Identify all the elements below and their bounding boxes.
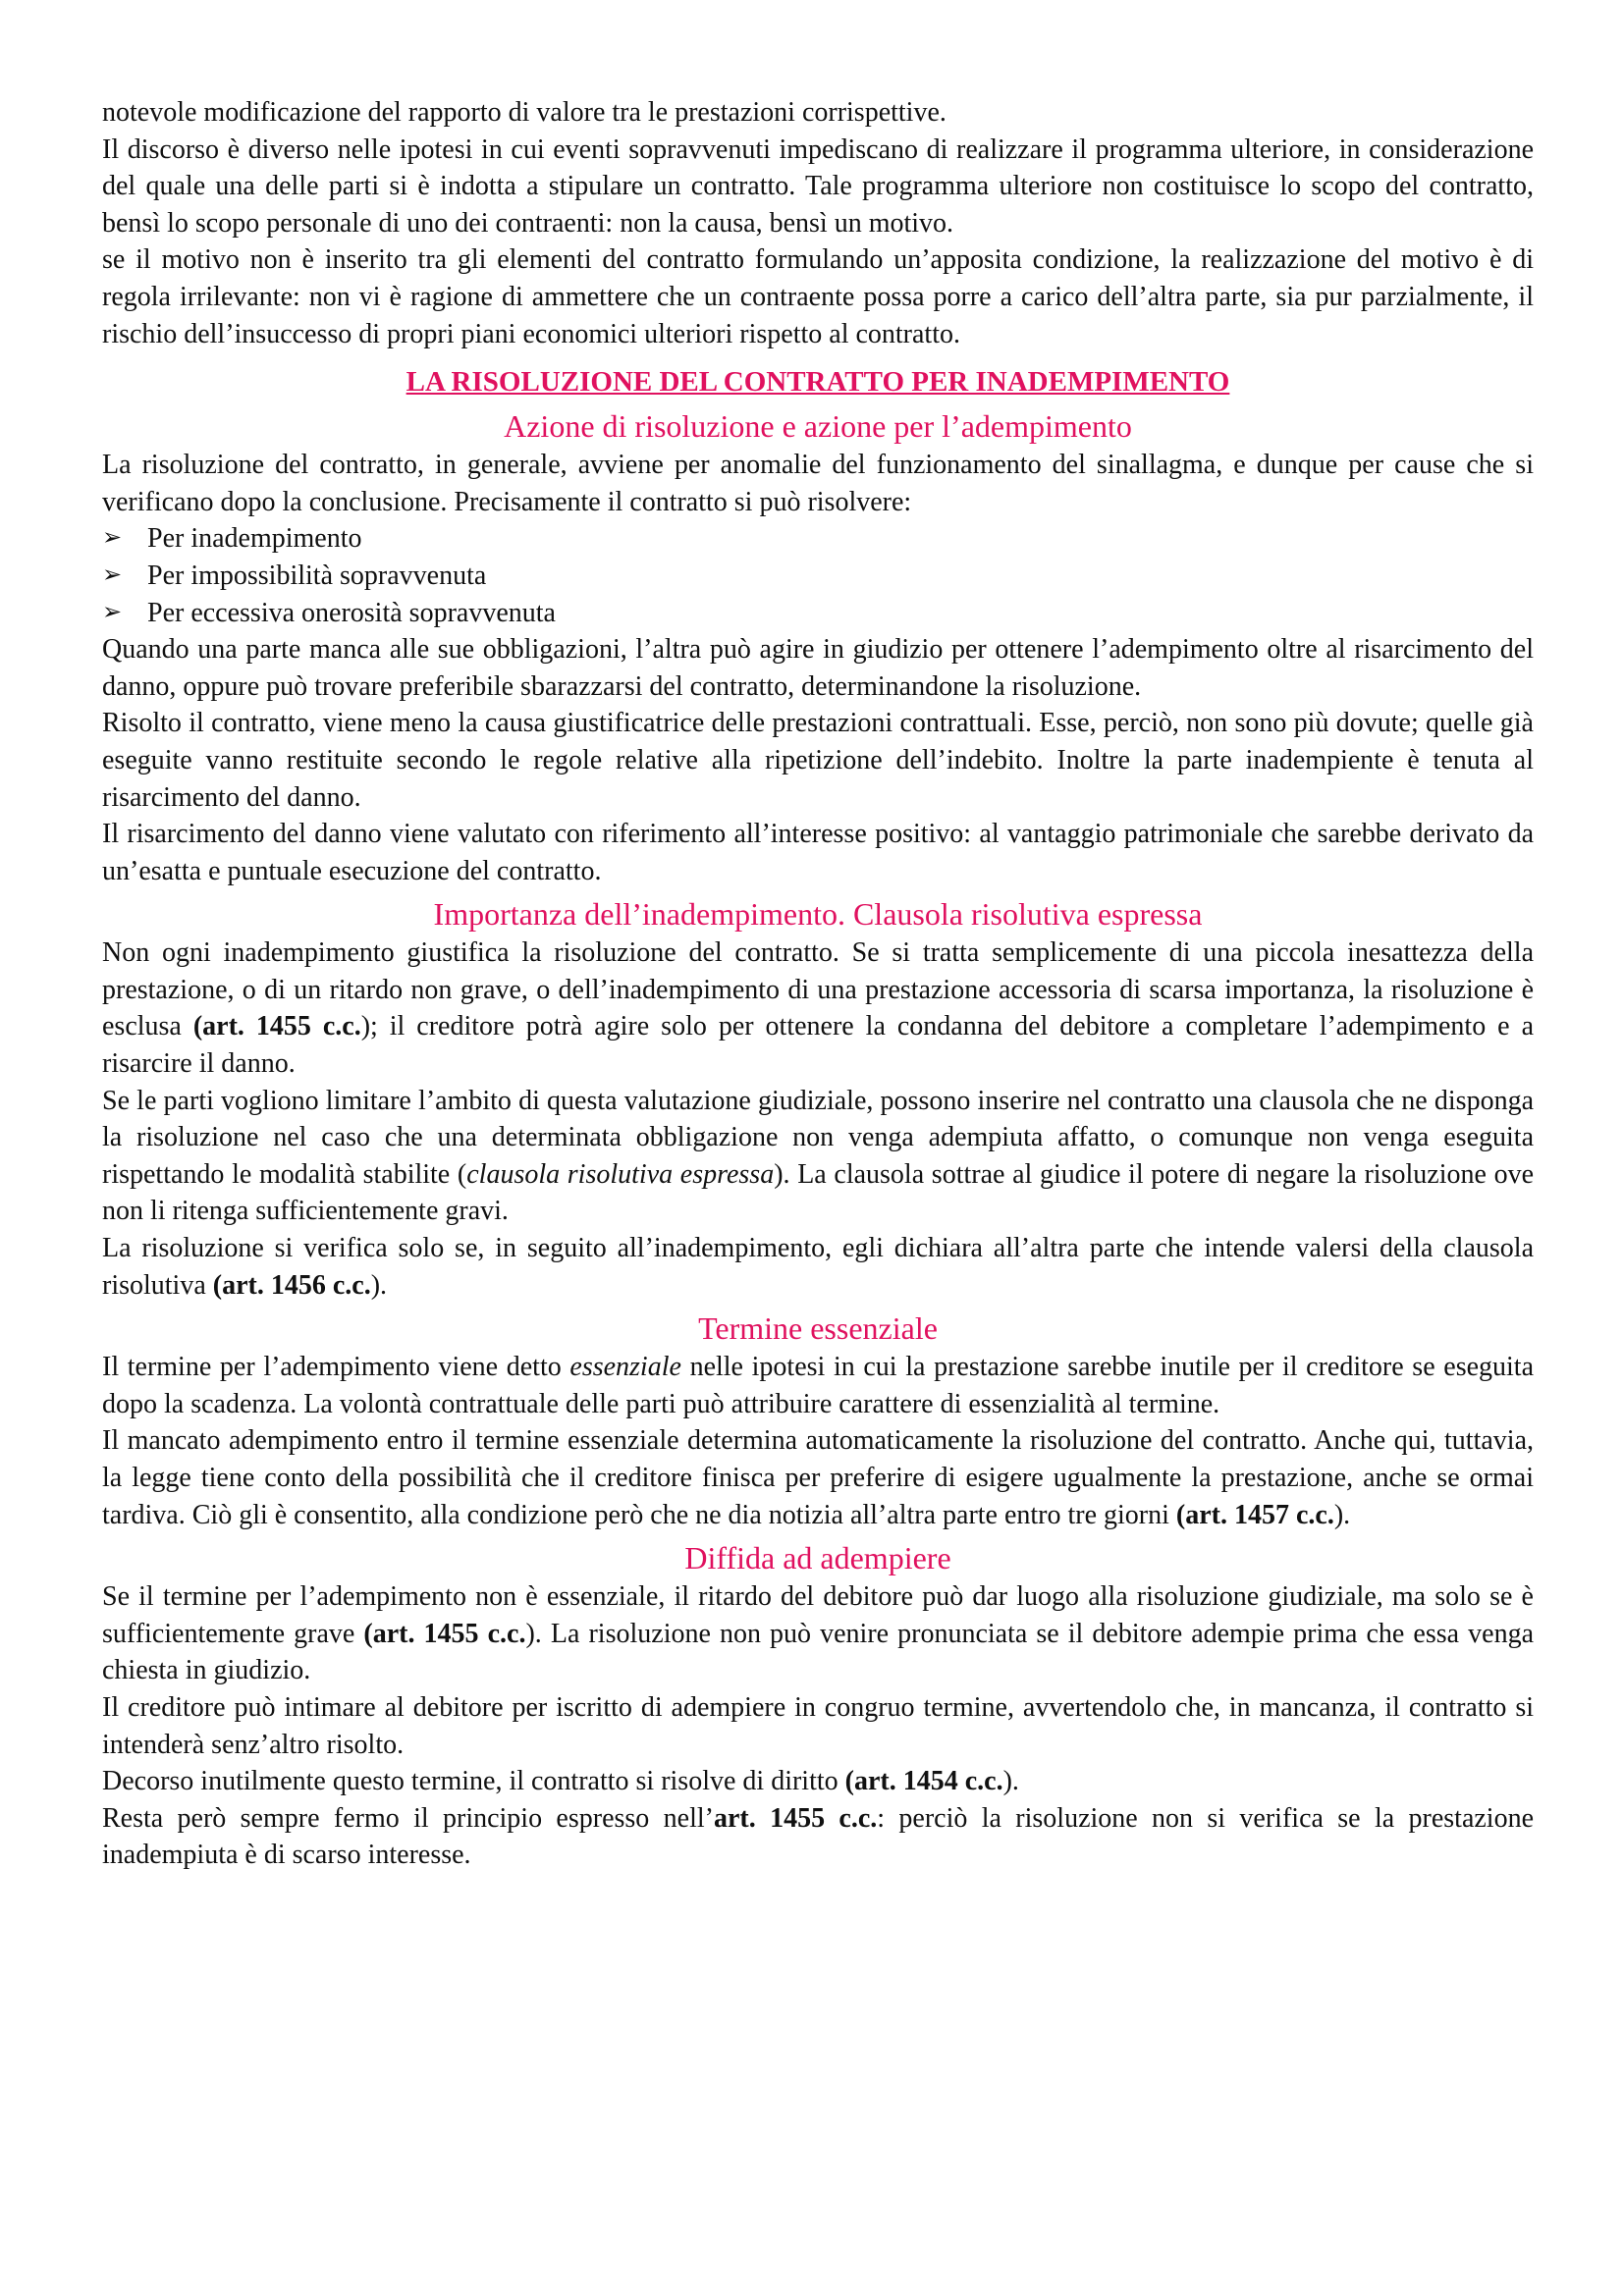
arrowhead-bullet-icon: ➢ xyxy=(102,599,123,625)
paragraph: La risoluzione si verifica solo se, in seguito all’inadempimento, egli dichiara all’altra parte che intende valersi della clausola risolutiva (art. 1456 c.c.). xyxy=(102,1233,1534,1301)
arrowhead-bullet-icon: ➢ xyxy=(102,525,123,552)
list-item: ➢ Per eccessiva onerosità sopravvenuta xyxy=(102,595,1534,632)
list-item: ➢ Per inadempimento xyxy=(102,520,1534,558)
paragraph: Se le parti vogliono limitare l’ambito di questa valutazione giudiziale, possono inserire nel contratto una clausola che ne disponga la risoluzione nel caso che una determinata obbligazione non venga adempiuta affatto, o comunque non venga eseguita rispettando le modalità stabilite (clausola risolutiva espressa). La clausola sottrae al giudice il potere di negare la risoluzione ove non li ritenga sufficientemente gravi. xyxy=(102,1085,1534,1227)
paragraph: La risoluzione del contratto, in generale, avviene per anomalie del funzionamento del sinallagma, e dunque per cause che si verificano dopo la conclusione. Precisamente il contratto si può risolvere: xyxy=(102,450,1534,517)
article-reference: (art. 1456 c.c. xyxy=(212,1269,371,1301)
paragraph: se il motivo non è inserito tra gli elementi del contratto formulando un’apposita condizione, la realizzazione del motivo è di regola irrilevante: non vi è ragione di ammettere che un contraente possa porre a carico dell’altra parte, sia pur parzialmente, il rischio dell’insuccesso di propri piani economici ulteriori rispetto al contratto. xyxy=(102,244,1534,349)
section-heading: Diffida ad adempiere xyxy=(684,1540,951,1576)
article-reference: (art. 1454 c.c. xyxy=(844,1766,1003,1797)
document-page xyxy=(102,94,1534,1874)
paragraph: Il termine per l’adempimento viene detto essenziale nelle ipotesi in cui la prestazione sarebbe inutile per il creditore se eseguita dopo la scadenza. La volontà contrattuale delle parti può attribuire carattere di essenzialità al termine. xyxy=(102,1352,1535,1419)
article-reference: art. 1455 c.c. xyxy=(713,1802,878,1834)
article-reference: (art. 1455 c.c. xyxy=(192,1011,361,1042)
paragraph: Il creditore può intimare al debitore per iscritto di adempiere in congruo termine, avvertendolo che, in mancanza, il contratto si intenderà senz’altro risolto. xyxy=(102,1691,1534,1760)
paragraph: Il mancato adempimento entro il termine essenziale determina automaticamente la risoluzione del contratto. Anche qui, tuttavia, la legge tiene conto della possibilità che il creditore finisca per preferire di esigere ugualmente la prestazione, anche se ormai tardiva. Ciò gli è consentito, alla condizione però che ne dia notizia all’altra parte entro tre giorni (art. 1457 c.c.). xyxy=(102,1425,1534,1530)
article-reference: (art. 1457 c.c. xyxy=(1175,1499,1334,1530)
paragraph: Non ogni inadempimento giustifica la risoluzione del contratto. Se si tratta semplicemente di una piccola inesattezza della prestazione, o di un ritardo non grave, o dell’inadempimento di una prestazione accessoria di scarsa importanza, la risoluzione è esclusa (art. 1455 c.c.); il creditore potrà agire solo per ottenere la condanna del debitore a completare l’adempimento e a risarcire il danno. xyxy=(102,937,1534,1080)
arrowhead-bullet-icon: ➢ xyxy=(102,561,123,588)
paragraph: Decorso inutilmente questo termine, il contratto si risolve di diritto (art. 1454 c.c.). xyxy=(102,1766,1019,1797)
paragraph: Quando una parte manca alle sue obbligazioni, l’altra può agire in giudizio per ottenere l’adempimento oltre al risarcimento del danno, oppure può trovare preferibile sbarazzarsi del contratto, determinandone la risoluzione. xyxy=(102,634,1534,702)
section-heading: Importanza dell’inadempimento. Clausola risolutiva espressa xyxy=(433,896,1203,933)
italic-term: essenziale xyxy=(569,1352,681,1383)
paragraph: Il discorso è diverso nelle ipotesi in cui eventi sopravvenuti impediscano di realizzare il programma ulteriore, in considerazione del quale una delle parti si è indotta a stipulare un contratto. Tale programma ulteriore non costituisce lo scopo del contratto, bensì lo scopo personale di uno dei contraenti: non la causa, bensì un motivo. xyxy=(102,133,1534,239)
italic-term: clausola risolutiva espressa xyxy=(466,1158,775,1190)
paragraph: notevole modificazione del rapporto di valore tra le prestazioni corrispettive. xyxy=(102,97,947,128)
paragraph: Il risarcimento del danno viene valutato con riferimento all’interesse positivo: al vantaggio patrimoniale che sarebbe derivato da un’esatta e puntuale esecuzione del contratto. xyxy=(102,819,1534,886)
section-heading: Termine essenziale xyxy=(698,1310,938,1347)
article-reference: (art. 1455 c.c. xyxy=(363,1618,526,1649)
chapter-title: LA RISOLUZIONE DEL CONTRATTO PER INADEMPIMENTO xyxy=(406,366,1230,399)
paragraph: Se il termine per l’adempimento non è essenziale, il ritardo del debitore può dar luogo alla risoluzione giudiziale, ma solo se è sufficientemente grave (art. 1455 c.c.). La risoluzione non può venire pronunciata se il debitore adempie prima che essa venga chiesta in giudizio. xyxy=(102,1581,1534,1686)
section-heading: Azione di risoluzione e azione per l’adempimento xyxy=(504,408,1132,445)
paragraph: Resta però sempre fermo il principio espresso nell’art. 1455 c.c.: perciò la risoluzione non si verifica se la prestazione inadempiuta è di scarso interesse. xyxy=(102,1802,1535,1871)
list-item: ➢ Per impossibilità sopravvenuta xyxy=(102,558,1534,595)
bullet-list xyxy=(102,520,1534,631)
paragraph: Risolto il contratto, viene meno la causa giustificatrice delle prestazioni contrattuali. Esse, perciò, non sono più dovute; quelle già eseguite vanno restituite secondo le regole relative alla ripetizione dell’indebito. Inoltre la parte inadempiente è tenuta al risarcimento del danno. xyxy=(102,708,1534,813)
